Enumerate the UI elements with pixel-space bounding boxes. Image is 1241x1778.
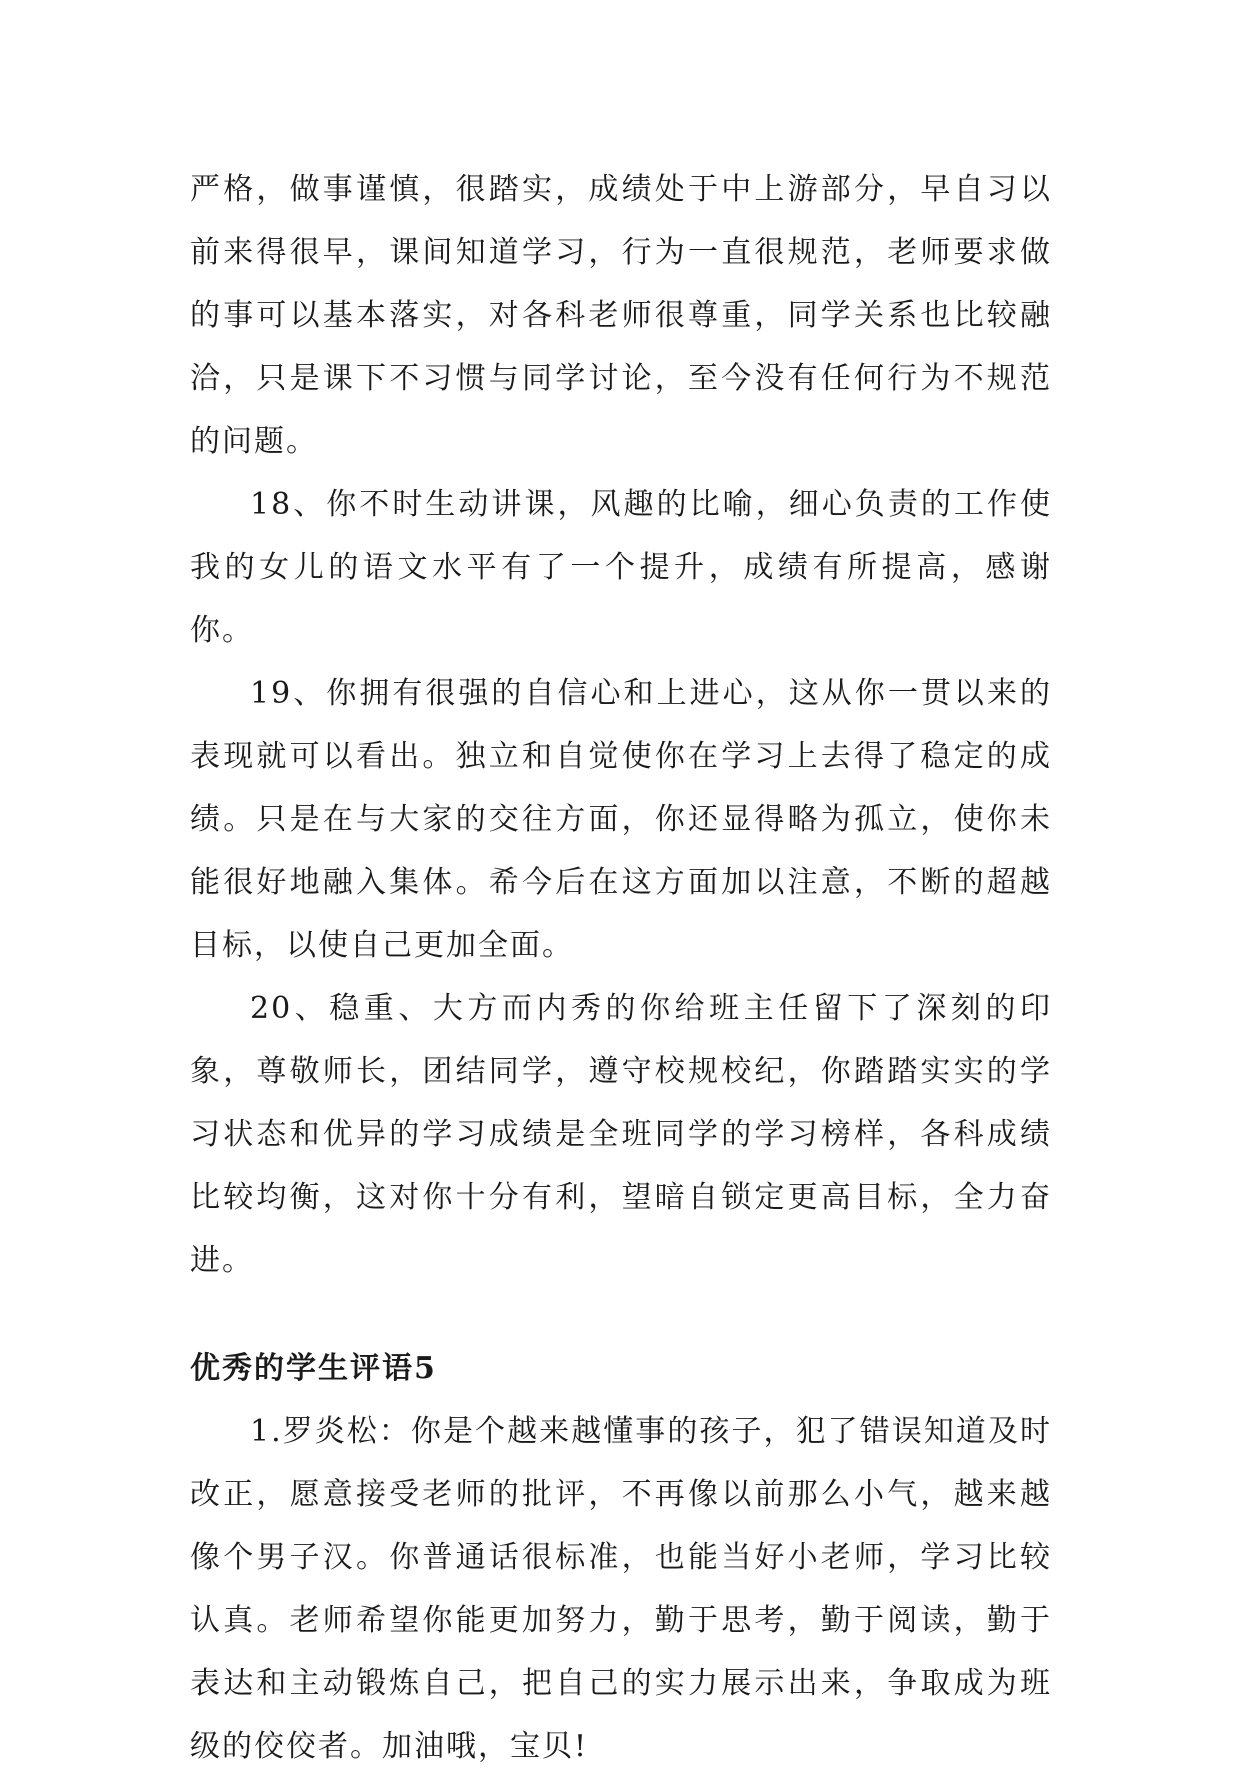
section-heading: 优秀的学生评语5 [190, 1351, 437, 1386]
document-body [190, 158, 1052, 1778]
paragraph-continued: 严格，做事谨慎，很踏实，成绩处于中上游部分，早自习以前来得很早，课间知道学习，行为一直很规范，老师要求做的事可以基本落实，对各科老师很尊重，同学关系也比较融洽，只是课下不习惯与同学讨论，至今没有任何行为不规范的问题。 [190, 172, 1052, 459]
section-paragraph-1: 1.罗炎松：你是个越来越懂事的孩子，犯了错误知道及时改正，愿意接受老师的批评，不再像以前那么小气，越来越像个男子汉。你普通话很标准，也能当好小老师，学习比较认真。老师希望你能更加努力，勤于思考，勤于阅读，勤于表达和主动锻炼自己，把自己的实力展示出来，争取成为班级的佼佼者。加油哦，宝贝! [190, 1414, 1052, 1764]
paragraph-19: 19、你拥有很强的自信心和上进心，这从你一贯以来的表现就可以看出。独立和自觉使你在学习上去得了稳定的成绩。只是在与大家的交往方面，你还显得略为孤立，使你未能很好地融入集体。希今后在这方面加以注意，不断的超越目标，以使自己更加全面。 [190, 676, 1052, 963]
paragraph-18: 18、你不时生动讲课，风趣的比喻，细心负责的工作使我的女儿的语文水平有了一个提升，成绩有所提高，感谢你。 [190, 487, 1052, 648]
paragraph-20: 20、稳重、大方而内秀的你给班主任留下了深刻的印象，尊敬师长，团结同学，遵守校规校纪，你踏踏实实的学习状态和优异的学习成绩是全班同学的学习榜样，各科成绩比较均衡，这对你十分有利，望暗自锁定更高目标，全力奋进。 [190, 991, 1052, 1278]
